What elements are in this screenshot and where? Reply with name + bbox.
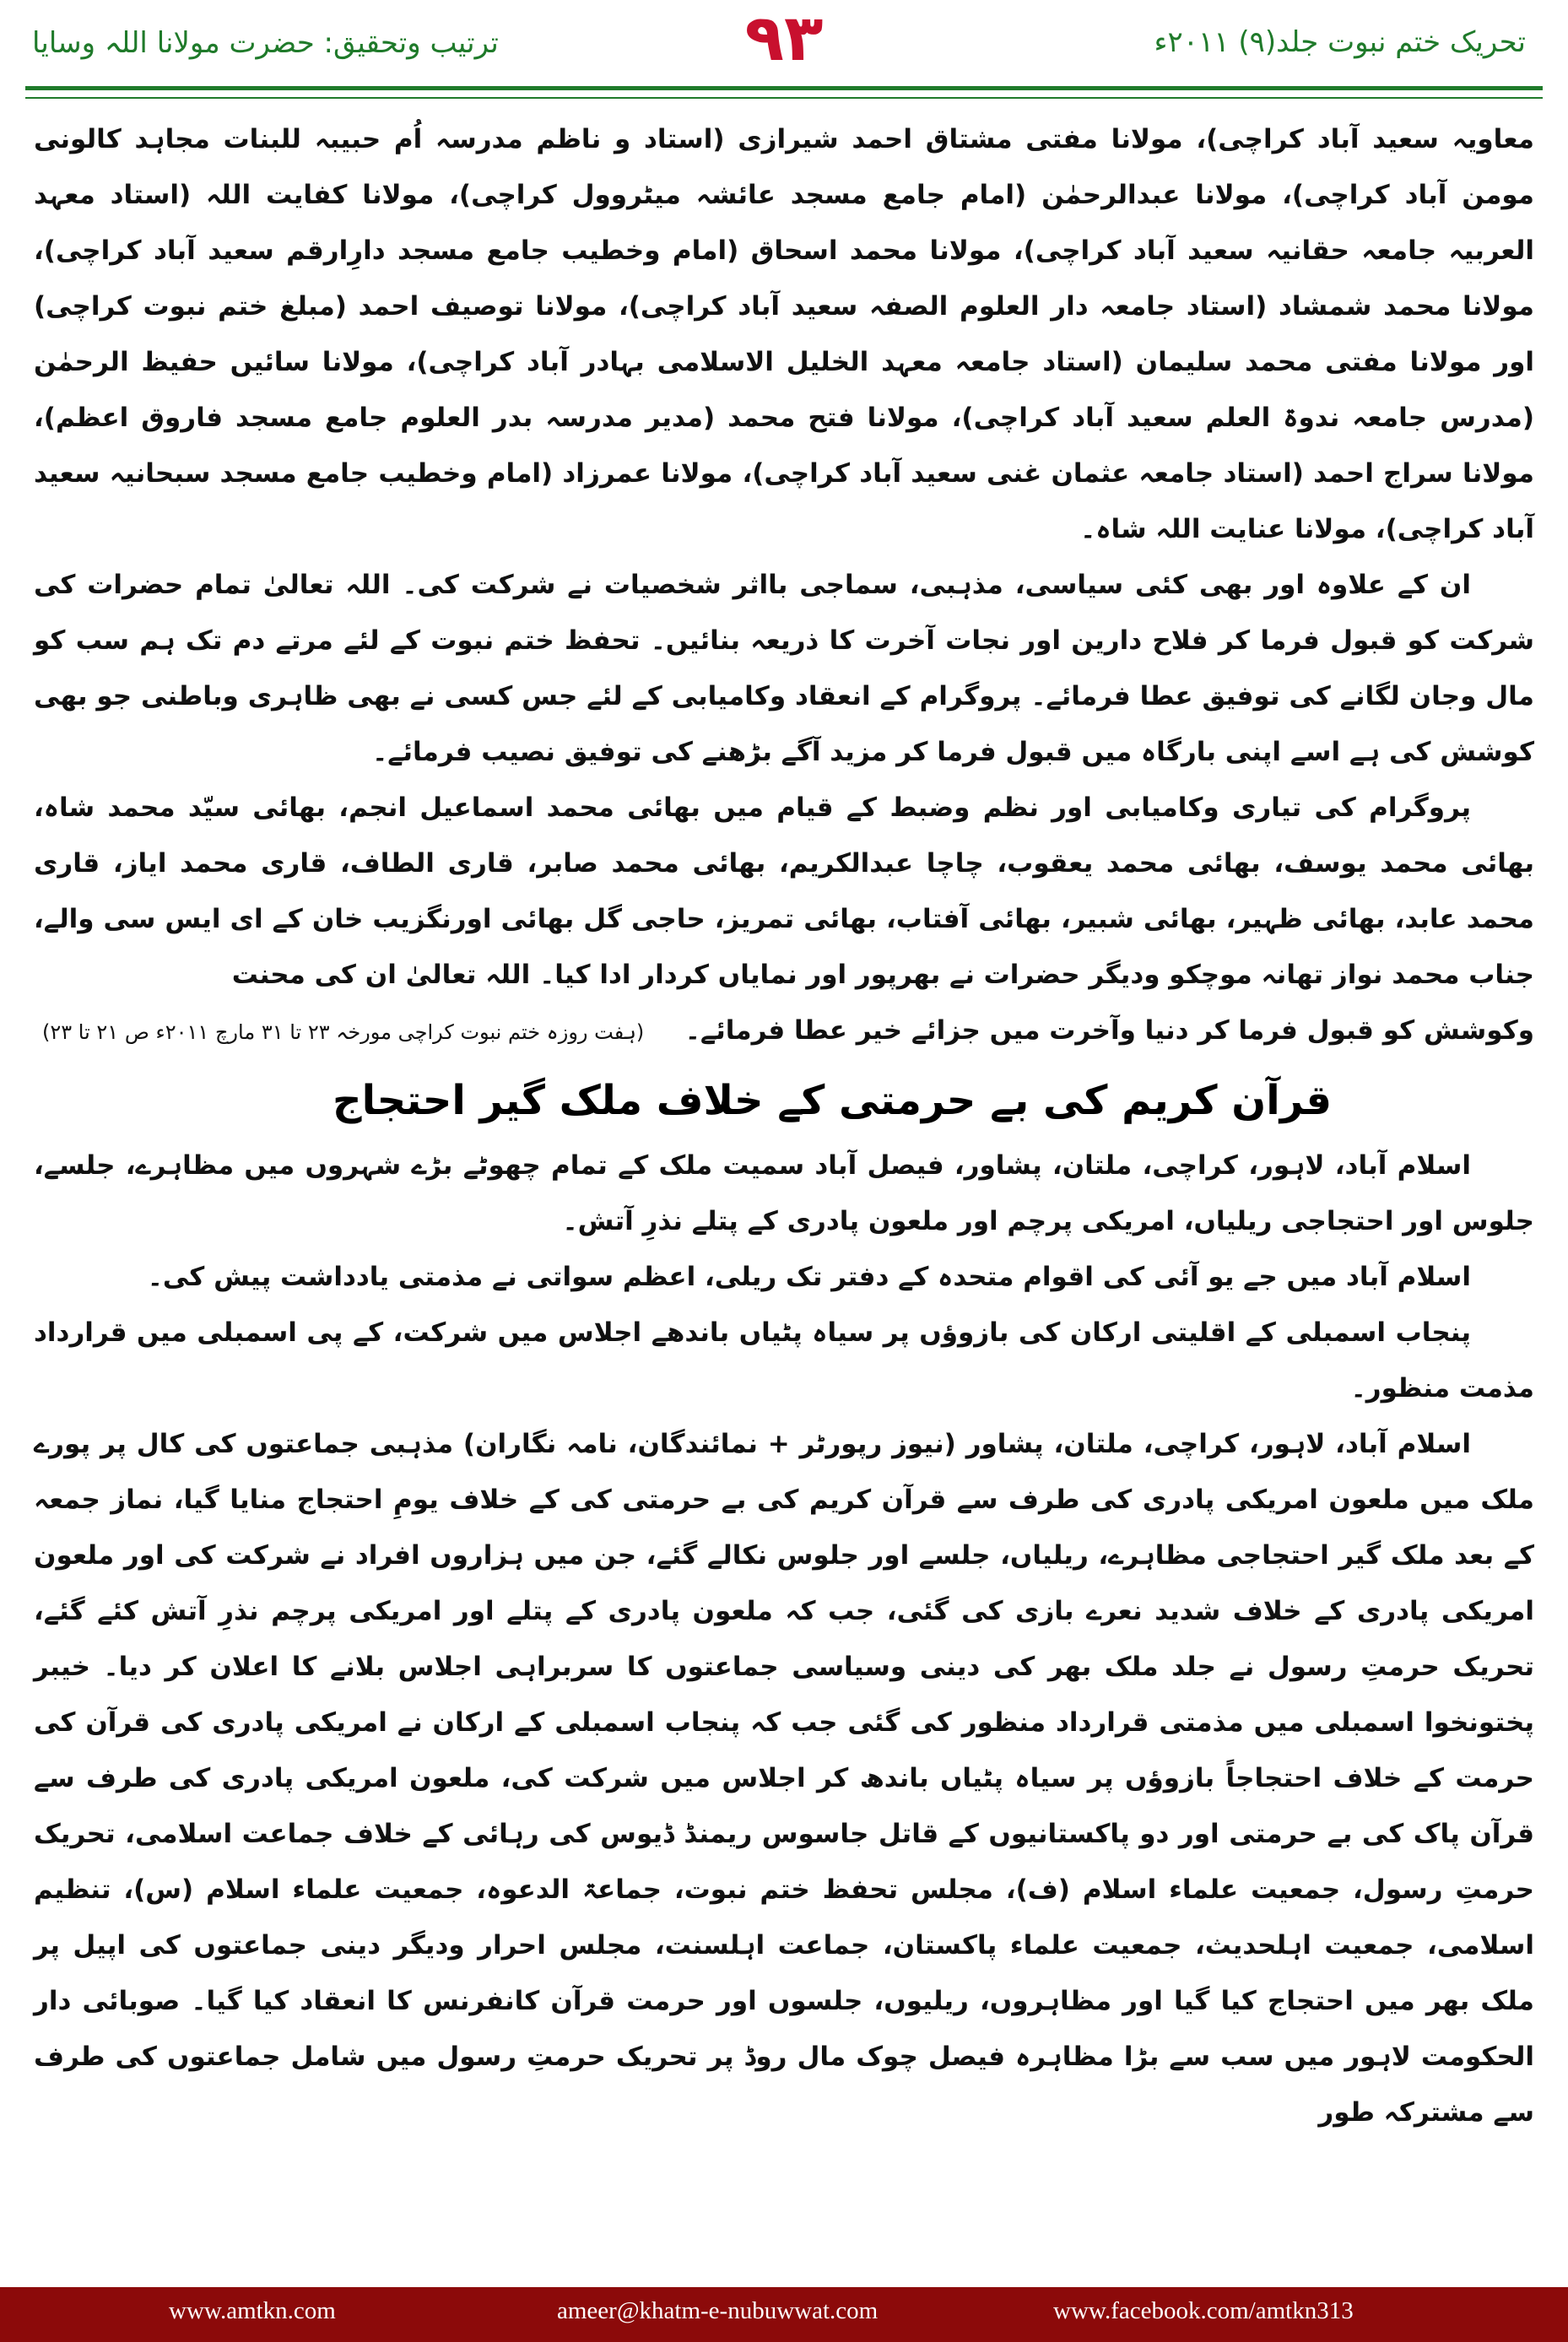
paragraph-organizers: پروگرام کی تیاری وکامیابی اور نظم وضبط کے قیام میں بھائی محمد اسماعیل انجم، بھائی سیّد محمد شاہ، بھائی محمد یوسف، بھائی محمد یعقوب، چاچا عبدالکریم، بھائی محمد صابر، قاری الطاف، قاری محمد ایاز، قاری محمد عابد، بھائی ظہیر، بھائی شبیر، بھائی آفتاب، بھائی تمریز، حاجی گل بھائی اورنگزیب خان کے ای ایس سی والے، جناب محمد نواز تھانہ موچکو ودیگر حضرات نے بھرپور اور نمایاں کردار ادا کیا۔ اللہ تعالیٰ ان کی محنت bbox=[34, 792, 1534, 990]
source-citation: (ہفت روزہ ختم نبوت کراچی مورخہ ۲۳ تا ۳۱ مارچ ۲۰۱۱ء ص ۲۱ تا ۲۳) bbox=[42, 1020, 645, 1044]
section-heading: قرآن کریم کی بے حرمتی کے خلاف ملک گیر احتجاج bbox=[332, 1077, 1332, 1124]
paragraph-attendees: معاویہ سعید آباد کراچی)، مولانا مفتی مشتاق احمد شیرازی (استاد و ناظم مدرسہ اُم حبیبہ للبنات مجاہد کالونی مومن آباد کراچی)، مولانا عبدالرحمٰن (امام جامع مسجد عائشہ میٹروول کراچی)، مولانا کفایت اللہ (استاد معہد العربیہ جامعہ حقانیہ سعید آباد کراچی)، مولانا محمد اسحاق (امام وخطیب جامع مسجد دارِارقم سعید آباد کراچی)، مولانا محمد شمشاد (استاد جامعہ دار العلوم الصفہ سعید آباد کراچی)، مولانا توصیف احمد (مبلغ ختم نبوت کراچی) اور مولانا مفتی محمد سلیمان (استاد جامعہ معہد الخلیل الاسلامی بہادر آباد کراچی)، مولانا سائیں حفیظ الرحمٰن (مدرس جامعہ ندوۃ العلم سعید آباد کراچی)، مولانا فتح محمد (مدیر مدرسہ بدر العلوم جامع مسجد فاروق اعظم)، مولانا سراج احمد (استاد جامعہ عثمان غنی سعید آباد کراچی)، مولانا عمرزاد (امام وخطیب جامع مسجد سبحانیہ سعید آباد کراچی)، مولانا عنایت اللہ شاہ۔ bbox=[34, 124, 1534, 544]
facebook-link[interactable]: www.facebook.com/amtkn313 bbox=[1053, 2297, 1354, 2324]
email-link[interactable]: ameer@khatm-e-nubuwwat.com bbox=[557, 2297, 879, 2324]
paragraph-report: اسلام آباد، لاہور، کراچی، ملتان، پشاور (نیوز رپورٹر + نمائندگان، نامہ نگاران) مذہبی جماعتوں کی کال پر پورے ملک میں ملعون امریکی پادری کی طرف سے قرآن کریم کی بے حرمتی کی کے خلاف یومِ احتجاج منایا گیا، نماز جمعہ کے بعد ملک گیر احتجاجی مظاہرے، ریلیاں، جلسے اور جلوس نکالے گئے، جن میں ہزاروں افراد نے شرکت کی اور ملعون امریکی پادری کے خلاف شدید نعرے بازی کی گئی، جب کہ ملعون پادری کے پتلے اور امریکی پرچم نذرِ آتش کئے گئے، تحریک حرمتِ رسول نے جلد ملک بھر کی دینی وسیاسی جماعتوں کا سربراہی اجلاس بلانے کا اعلان کر دیا۔ خیبر پختونخوا اسمبلی میں مذمتی قرارداد منظور کی گئی جب کہ پنجاب اسمبلی کے ارکان نے امریکی پادری کی قرآن کی حرمت کے خلاف احتجاجاً بازوؤں پر سیاہ پٹیاں باندھ کر اجلاس میں شرکت کی، ملعون امریکی پادری کی طرف سے قرآن پاک کی بے حرمتی اور دو پاکستانیوں کے قاتل جاسوس ریمنڈ ڈیوس کی رہائی کے خلاف جماعت اسلامی، تحریک حرمتِ رسول، جمعیت علماء اسلام (ف)، مجلس تحفظ ختم نبوت، جماعۃ الدعوہ، جمعیت علماء اسلام (س)، تنظیم اسلامی، جمعیت اہلحدیث، جمعیت علماء پاکستان، جماعت اہلسنت، مجلس احرار ودیگر دینی جماعتوں کی اپیل پر ملک بھر میں احتجاج کیا گیا اور مظاہروں، ریلیوں، جلسوں اور حرمت قرآن کانفرنس کا انعقاد کیا گیا۔ صوبائی دار الحکومت لاہور میں سب سے بڑا مظاہرہ فیصل چوک مال روڈ پر تحریک حرمتِ رسول میں شامل جماعتوں کی طرف سے مشترکہ طور bbox=[34, 1429, 1534, 2128]
book-title: تحریک ختم نبوت جلد(۹) ۲۰۱۱ء bbox=[1154, 25, 1526, 59]
paragraph-summary-2: اسلام آباد میں جے یو آئی کی اقوام متحدہ کے دفتر تک ریلی، اعظم سواتی نے مذمتی یادداشت پیش کی۔ bbox=[147, 1262, 1471, 1292]
header-rule bbox=[25, 86, 1543, 99]
page-header bbox=[0, 0, 1568, 100]
page-number: ۹۳ bbox=[744, 0, 824, 75]
paragraph-summary-3: پنجاب اسمبلی کے اقلیتی ارکان کی بازوؤں پر سیاہ پٹیاں باندھے اجلاس میں شرکت، کے پی اسمبلی میں قرارداد مذمت منظور۔ bbox=[34, 1317, 1534, 1404]
page-footer bbox=[0, 2287, 1568, 2342]
website-link[interactable]: www.amtkn.com bbox=[169, 2297, 336, 2324]
closing-line bbox=[34, 1003, 1534, 1058]
paragraph-thanks: ان کے علاوہ اور بھی کئی سیاسی، مذہبی، سماجی بااثر شخصیات نے شرکت کی۔ اللہ تعالیٰ تمام حضرات کی شرکت کو قبول فرما کر فلاح دارین اور نجات آخرت کا ذریعہ بنائیں۔ تحفظ ختم نبوت کے لئے مرتے دم تک ہم سب کو مال وجان لگانے کی توفیق عطا فرمائے۔ پروگرام کے انعقاد وکامیابی کے لئے جس کسی نے بھی ظاہری وباطنی جو بھی کوشش کی ہے اسے اپنی بارگاہ میں قبول فرما کر مزید آگے بڑھنے کی توفیق نصیب فرمائے۔ bbox=[34, 570, 1534, 767]
paragraph-summary-1: اسلام آباد، لاہور، کراچی، ملتان، پشاور، فیصل آباد سمیت ملک کے تمام چھوٹے بڑے شہروں میں مظاہرے، جلسے، جلوس اور احتجاجی ریلیاں، امریکی پرچم اور ملعون پادری کے پتلے نذرِ آتش۔ bbox=[34, 1150, 1534, 1236]
page-content bbox=[34, 111, 1534, 2140]
closing-text: وکوشش کو قبول فرما کر دنیا وآخرت میں جزائے خیر عطا فرمائے۔ bbox=[684, 1015, 1534, 1046]
compiler-credit: ترتیب وتحقیق: حضرت مولانا اللہ وسایا bbox=[32, 26, 499, 60]
